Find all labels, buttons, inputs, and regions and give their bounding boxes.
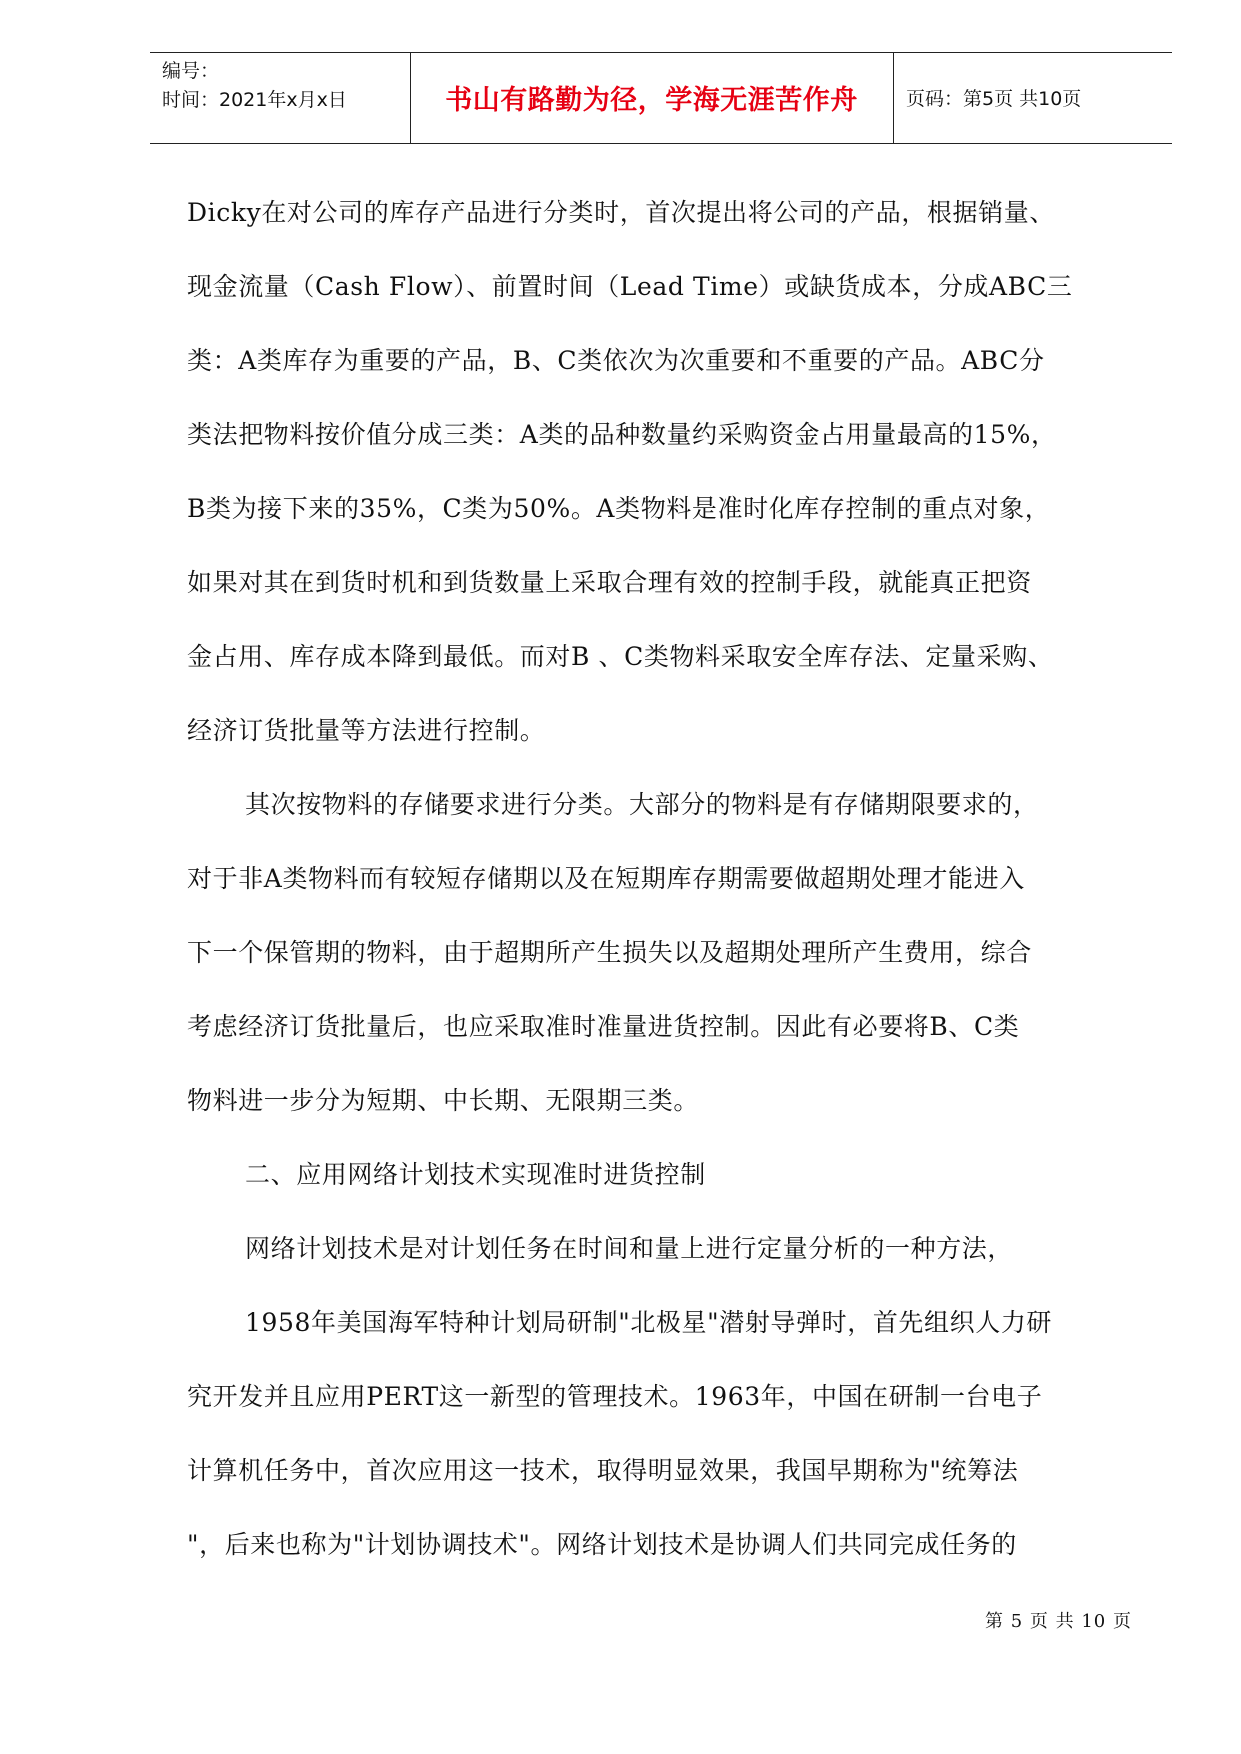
time-label: 时间：2021年x月x日 xyxy=(162,89,347,111)
paragraph-first-line: 其次按物料的存储要求进行分类。大部分的物料是有存储期限要求的， xyxy=(245,790,1039,819)
text-line: B类为接下来的35%，C类为50%。A类物料是准时化库存控制的重点对象， xyxy=(187,494,1051,523)
page-header xyxy=(150,52,1172,144)
paragraph-first-line: 1958年美国海军特种计划局研制"北极星"潜射导弹时，首先组织人力研 xyxy=(245,1308,1053,1337)
header-motto: 书山有路勤为径，学海无涯苦作舟 xyxy=(445,85,858,116)
page-footer: 第 5 页 共 10 页 xyxy=(985,1611,1132,1632)
text-line: 考虑经济订货批量后，也应采取准时准量进货控制。因此有必要将B、C类 xyxy=(187,1012,1020,1041)
paragraph-first-line: 网络计划技术是对计划任务在时间和量上进行定量分析的一种方法， xyxy=(245,1234,1014,1263)
header-meta xyxy=(162,57,347,115)
header-divider-right xyxy=(893,53,894,143)
text-line: 金占用、库存成本降到最低。而对B 、C类物料采取安全库存法、定量采购、 xyxy=(187,642,1054,671)
document-body xyxy=(187,176,1147,1582)
text-line: Dicky在对公司的库存产品进行分类时，首次提出将公司的产品，根据销量、 xyxy=(187,198,1055,227)
section-heading: 二、应用网络计划技术实现准时进货控制 xyxy=(245,1160,706,1189)
header-page-info: 页码：第5页 共10页 xyxy=(906,88,1082,110)
text-line: 计算机任务中，首次应用这一技术，取得明显效果，我国早期称为"统筹法 xyxy=(187,1456,1019,1485)
text-line: 经济订货批量等方法进行控制。 xyxy=(187,716,546,745)
text-line: 究开发并且应用PERT这一新型的管理技术。1963年，中国在研制一台电子 xyxy=(187,1382,1043,1411)
text-line: 下一个保管期的物料，由于超期所产生损失以及超期处理所产生费用，综合 xyxy=(187,938,1032,967)
text-line: 对于非A类物料而有较短存储期以及在短期库存期需要做超期处理才能进入 xyxy=(187,864,1025,893)
text-line: 类法把物料按价值分成三类：A类的品种数量约采购资金占用量最高的15%， xyxy=(187,420,1057,449)
text-line: 现金流量（Cash Flow）、前置时间（Lead Time）或缺货成本，分成ABC三 xyxy=(187,272,1073,301)
text-line: "，后来也称为"计划协调技术"。网络计划技术是协调人们共同完成任务的 xyxy=(187,1530,1017,1559)
text-line: 如果对其在到货时机和到货数量上采取合理有效的控制手段，就能真正把资 xyxy=(187,568,1032,597)
text-line: 物料进一步分为短期、中长期、无限期三类。 xyxy=(187,1086,700,1115)
text-line: 类：A类库存为重要的产品，B、C类依次为次重要和不重要的产品。ABC分 xyxy=(187,346,1045,375)
serial-number-label: 编号： xyxy=(162,60,220,82)
